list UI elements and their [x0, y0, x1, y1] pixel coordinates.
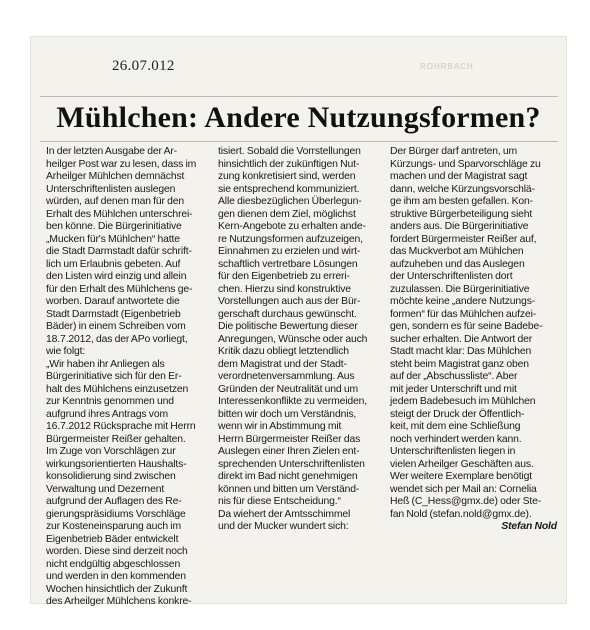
column-2-text: tisiert. Sobald die Vorrstellungen hinsichtlich der zukünftigen Nut- zung konkretisiert sind, werden sie entsprechend kommuniziert. Alle diesbezüglichen Überlegun- gen dienen dem Ziel, möglichst Kern-Angebote zu erhalten ande- re Nutzungsformen aufzuzeigen, Einnahmen zu erzielen und wirt- schaftlich vertretbare Lösungen für den Eigenbetrieb zu erreri- chen. Hierzu sind konstruktive Vorstellungen auch aus der Bür- gerschaft durchaus gewünscht. Die politische Bewertung dieser Anregungen, Wünsche oder auch Kritik dazu obliegt letztendlich dem Magistrat und der Stadt- verordnetenversammlung. Aus Gründen der Neutralität und um Interessenkonflikte zu vermeiden, bitten wir doch um Verständnis, wenn wir in Abstimmung mit Herrn Bürgermeister Reißer das Auslegen einer Ihren Zielen ent- sprechenden Unterschriftenlisten direkt im Bad nicht genehmigen können und bitten um Verständ- nis für diese Entscheidung.“ Da wiehert der Amtsschimmel und der Mucker wundert sich:: [218, 146, 368, 532]
article-column-1: [46, 146, 213, 616]
headline-rule-bottom: [40, 141, 558, 142]
article-body: [46, 146, 558, 616]
author-signature: Stefan Nold: [501, 521, 557, 532]
article-column-3: [390, 146, 557, 616]
column-1-text: In der letzten Ausgabe der Ar- heilger Post war zu lesen, dass im Arheilger Mühlchen demnächst Unterschriftenlisten auslegen würden, auf denen man für den Erhalt des Mühlchen unterschrei- ben könne. Die Bürgerinitiative „Mucken für's Mühlchen“ hatte die Stadt Darmstadt dafür schrift- lich um Erlaubnis gebeten. Auf den Listen wird einzig und allein für den Erhalt des Mühlchens ge- worben. Darauf antwortete die Stadt Darmstadt (Eigenbetrieb Bäder) in einem Schreiben vom 18.7.2012, das der APo vorliegt, wie folgt: „Wir haben ihr Anliegen als Bürgerinitiative sich für den Er- halt des Mühlchens einzusetzen zur Kenntnis genommen und aufgrund ihres Antrags vom 16.7.2012 Rücksprache mit Herrn Bürgermeister Reißer gehalten. Im Zuge von Vorschlägen zur wirkungsorientierten Haushalts- konsolidierung sind zwischen Verwaltung und Dezernent aufgrund der Auflagen des Re- gierungspräsidiums Vorschläge zur Kosteneinsparung auch im Eigenbetrieb Bäder entwickelt worden. Diese sind derzeit noch nicht endgültig abgeschlossen und werden in den kommenden Wochen hinsichtlich der Zukunft des Arheilger Mühlchens konkre-: [46, 146, 197, 607]
column-3-text: Der Bürger darf antreten, um Kürzungs- und Sparvorschläge zu machen und der Magistrat sagt dann, welche Kürzungsvorschlä- ge ihm am besten gefallen. Kon- struktive Bürgerbeteiligung sieht anders aus. Die Bürgerinitiative fordert Bürgermeister Reißer auf, das Muckverbot am Mühlchen aufzuheben und das Auslegen der Unterschriftenlisten dort zuzulassen. Die Bürgerinitiative möchte keine „andere Nutzungs- formen“ für das Mühlchen aufzei- gen, sondern es für seine Badebe- sucher erhalten. Die Antwort der Stadt macht klar: Das Mühlchen steht beim Magistrat ganz oben auf der „Abschussliste“. Aber mit jeder Unterschrift und mit jedem Badebesuch im Mühlchen steigt der Druck der Öffentlich- keit, mit dem eine Schließung noch verhindert werden kann. Unterschriftenlisten liegen in vielen Arheilger Geschäften aus. Wer weitere Exemplare benötigt wendet sich per Mail an: Cornelia Heß (C_Hess@gmx.de) oder Ste- fan Nold (stefan.nold@gmx.de).: [390, 146, 543, 520]
publication-date: 26.07.012: [112, 58, 175, 74]
article-headline: Mühlchen: Andere Nutzungsformen?: [56, 101, 541, 134]
article-column-2: [218, 146, 385, 616]
masthead-fragment: ROHRBACH: [420, 62, 474, 71]
headline-rule-top: [40, 96, 558, 97]
